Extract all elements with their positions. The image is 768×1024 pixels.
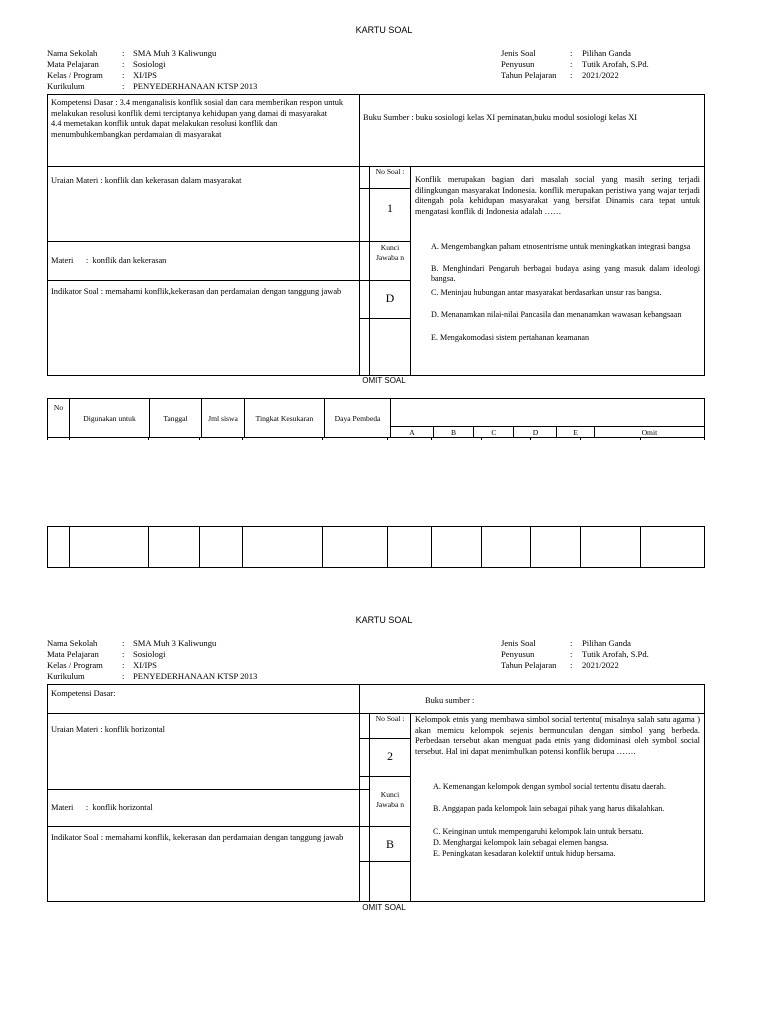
divider [359, 826, 411, 827]
question-text: Konflik merupakan bagian dari masalah social yang masih sering terjadi dilingkungan masyarakat Indonesia. konflik merupakan peristiwa yang wajar terjadi ditengah pola kehidupan masyarakat yang bersifat Dinamis cara tepat untuk mengatasi konflik di Indonesia adalah …… [415, 175, 700, 216]
meta-colon: : [570, 59, 573, 69]
divider [369, 166, 370, 376]
meta-label: Mata Pelajaran [47, 59, 99, 69]
option-c: C. Keinginan untuk mempengaruhi kelompok lain untuk bersatu. [433, 827, 644, 836]
divider [47, 567, 705, 568]
divider [47, 241, 370, 242]
omit-header-options [391, 399, 705, 427]
meta-value: PENYEDERHANAAN KTSP 2013 [133, 671, 258, 681]
question-text: Kelompok etnis yang membawa simbol social tertentu( misalnya salah satu agama ) akan memicu kelompok sejenis bermunculan dengan simbol yang berbeda. Perbedaan tersebut akan menguat pada etnis yang didominasi oleh symbol social tersebut. Hal ini dapat menimbulkan potensi konflik berupa ……. [415, 715, 700, 756]
option-d: D. Menanamkan nilai-nilai Pancasila dan menanamkan wawasan kebangsaan [431, 310, 682, 319]
meta-colon: : [570, 649, 573, 659]
meta-label: Kelas / Program [47, 70, 103, 80]
card2-meta-right [501, 638, 721, 673]
kompetensi-dasar: Kompetensi Dasar: [51, 689, 116, 698]
meta-colon: : [122, 59, 125, 69]
divider [369, 713, 370, 902]
omit-table [47, 398, 705, 438]
divider [359, 684, 360, 902]
divider [359, 241, 411, 242]
meta-colon: : [122, 660, 125, 670]
meta-label: Kelas / Program [47, 660, 103, 670]
meta-label: Tahun Pelajaran [501, 70, 557, 80]
divider [359, 318, 411, 319]
no-soal-label: No Soal : [375, 714, 405, 723]
no-soal-label: No Soal : [375, 167, 405, 176]
uraian-materi: Uraian Materi : konflik horizontal [51, 725, 165, 734]
meta-label: Nama Sekolah [47, 638, 98, 648]
meta-value: Sosiologi [133, 649, 166, 659]
kunci-label: Kunci Jawaba n [375, 790, 405, 809]
omit-header-tingkat: Tingkat Kesukaran [245, 399, 325, 438]
materi: Materi : konflik dan kekerasan [51, 256, 167, 265]
meta-colon: : [122, 649, 125, 659]
divider [410, 713, 411, 902]
divider [359, 280, 411, 281]
indikator-soal: Indikator Soal : memahami konflik,kekerasan dan perdamaian dengan tanggung jawab [51, 287, 342, 296]
meta-colon: : [570, 70, 573, 80]
buku-sumber: Buku Sumber : buku sosiologi kelas XI peminatan,buku modul sosiologi kelas XI [363, 113, 638, 122]
meta-colon: : [122, 671, 125, 681]
omit-option: A [391, 427, 434, 438]
omit-option: C [474, 427, 514, 438]
omit-header-daya: Daya Pembeda [325, 399, 391, 438]
buku-sumber: Buku sumber : [425, 696, 475, 705]
omit-header-jml-siswa: Jml siswa [202, 399, 245, 438]
meta-value: XI/IPS [133, 70, 157, 80]
card1-meta-right [501, 48, 721, 83]
omit-title: OMIT SOAL [362, 376, 406, 385]
meta-value: Sosiologi [133, 59, 166, 69]
meta-label: Nama Sekolah [47, 48, 98, 58]
materi: Materi : konflik horizontal [51, 803, 153, 812]
meta-colon: : [122, 638, 125, 648]
option-b: B. Anggapan pada kelompok lain sebagai pihak yang harus dikalahkan. [433, 804, 665, 813]
meta-label: Penyusun [501, 59, 535, 69]
meta-colon: : [122, 48, 125, 58]
option-a: A. Mengembangkan paham etnosentrisme untuk meningkatkan integrasi bangsa [431, 242, 691, 251]
meta-value: Tutik Arofah, S.Pd. [582, 59, 649, 69]
divider [359, 861, 411, 862]
meta-colon: : [570, 660, 573, 670]
meta-value: SMA Muh 3 Kaliwungu [133, 638, 217, 648]
card2-title: KARTU SOAL [355, 615, 413, 625]
divider [359, 776, 411, 777]
omit-header-no: No [48, 399, 70, 438]
no-soal: 1 [387, 201, 393, 215]
meta-colon: : [570, 48, 573, 58]
indikator-soal: Indikator Soal : memahami konflik, kekerasan dan perdamaian dengan tanggung jawab [51, 833, 344, 842]
omit-header-digunakan: Digunakan untuk [70, 399, 150, 438]
meta-value: SMA Muh 3 Kaliwungu [133, 48, 217, 58]
omit-option: E [557, 427, 594, 438]
kunci-jawaban: B [385, 837, 394, 851]
meta-value: Pilihan Ganda [582, 638, 631, 648]
omit-header-tanggal: Tanggal [150, 399, 202, 438]
divider [410, 166, 411, 376]
omit-option: B [433, 427, 473, 438]
divider [47, 826, 370, 827]
option-b: B. Menghindari Pengaruh berbagai budaya asing yang masuk dalam ideologi bangsa. [431, 264, 700, 283]
meta-label: Jenis Soal [501, 638, 536, 648]
no-soal: 2 [387, 749, 393, 763]
kunci-jawaban: D [385, 291, 395, 305]
option-e: E. Peningkatan kesadaran kolektif untuk hidup bersama. [433, 849, 616, 858]
option-e: E. Mengakomodasi sistem pertahanan keamanan [431, 333, 590, 342]
divider [47, 280, 370, 281]
meta-colon: : [570, 638, 573, 648]
omit-title: OMIT SOAL [362, 903, 406, 912]
uraian-materi: Uraian Materi : konflik dan kekerasan dalam masyarakat [51, 176, 242, 185]
option-d: D. Menghargai kelompok lain sebagai elemen bangsa. [433, 838, 609, 847]
kompetensi-dasar: Kompetensi Dasar : 3.4 menganalisis konflik sosial dan cara memberikan respon untuk melakukan resolusi konflik demi terciptanya kehidupan yang damai di masyarakat 4.4 memetakan konflik untuk dapat melakukan resolusi konflik dan menumbuhkembangkan perdamaian di masyarakat [51, 98, 344, 139]
meta-value: 2021/2022 [582, 660, 619, 670]
meta-label: Tahun Pelajaran [501, 660, 557, 670]
card1-meta-left [47, 48, 347, 94]
meta-label: Jenis Soal [501, 48, 536, 58]
divider [359, 738, 411, 739]
meta-value: Tutik Arofah, S.Pd. [582, 649, 649, 659]
meta-colon: : [122, 70, 125, 80]
option-a: A. Kemenangan kelompok dengan symbol social tertentu disatu daerah. [433, 782, 666, 791]
meta-value: 2021/2022 [582, 70, 619, 80]
meta-value: XI/IPS [133, 660, 157, 670]
meta-colon: : [122, 81, 125, 91]
meta-value: PENYEDERHANAAN KTSP 2013 [133, 81, 258, 91]
card2-meta-left [47, 638, 347, 684]
kunci-label: Kunci Jawaba n [375, 243, 405, 262]
omit-option: Omit [594, 427, 704, 438]
meta-value: Pilihan Ganda [582, 48, 631, 58]
meta-label: Mata Pelajaran [47, 649, 99, 659]
divider [359, 188, 411, 189]
divider [47, 526, 705, 527]
divider [359, 94, 360, 376]
divider [47, 789, 370, 790]
page-gap [0, 440, 768, 526]
option-c: C. Meninjau hubungan antar masyarakat berdasarkan unsur ras bangsa. [431, 288, 662, 297]
omit-option: D [514, 427, 557, 438]
card1-title: KARTU SOAL [355, 25, 413, 35]
meta-label: Penyusun [501, 649, 535, 659]
meta-label: Kurikulum [47, 81, 85, 91]
meta-label: Kurikulum [47, 671, 85, 681]
